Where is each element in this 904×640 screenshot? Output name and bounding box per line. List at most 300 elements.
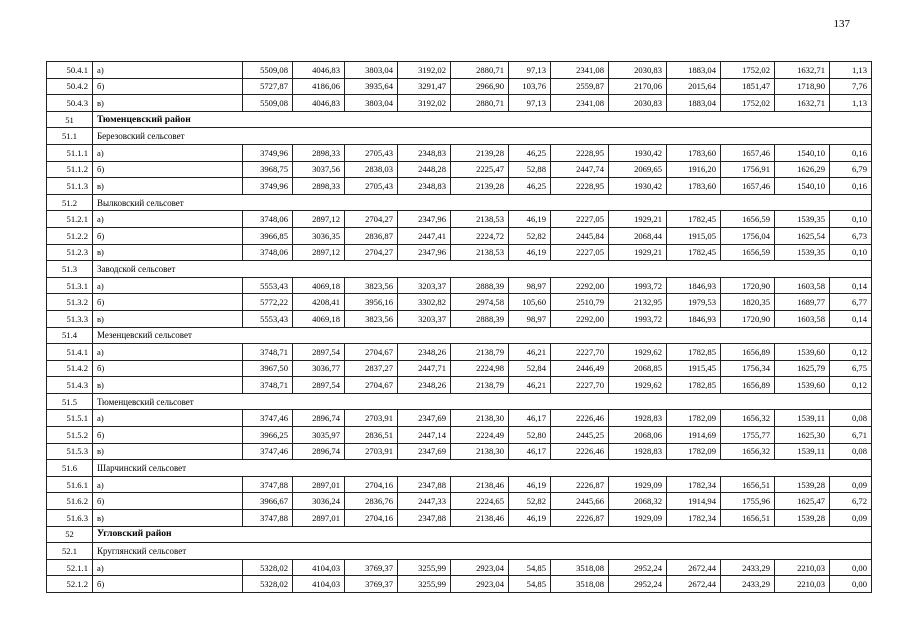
council-title: Вылковский сельсовет xyxy=(93,194,872,211)
value-cell: 2447,41 xyxy=(398,227,451,244)
value-cell: 3036,24 xyxy=(293,493,345,510)
value-cell: 0,08 xyxy=(830,443,872,460)
row-code: 51.2.3 xyxy=(47,244,93,261)
value-cell: 2226,87 xyxy=(551,476,609,493)
value-cell: 1782,45 xyxy=(667,244,721,261)
value-cell: 1626,29 xyxy=(775,161,830,178)
value-cell: 1846,93 xyxy=(667,277,721,294)
value-cell: 1782,34 xyxy=(667,510,721,527)
council-title: Заводской сельсовет xyxy=(93,261,872,278)
value-cell: 2923,04 xyxy=(451,559,509,576)
value-cell: 97,13 xyxy=(509,62,551,79)
value-cell: 3192,02 xyxy=(398,62,451,79)
value-cell: 2703,91 xyxy=(345,443,398,460)
row-variant: в) xyxy=(93,310,243,327)
value-cell: 1689,77 xyxy=(775,294,830,311)
value-cell: 1782,09 xyxy=(667,443,721,460)
value-cell: 2292,00 xyxy=(551,277,609,294)
value-cell: 5553,43 xyxy=(243,277,293,294)
value-cell: 0,09 xyxy=(830,476,872,493)
value-cell: 46,21 xyxy=(509,344,551,361)
value-cell: 3255,99 xyxy=(398,576,451,593)
value-cell: 1915,45 xyxy=(667,360,721,377)
table-row xyxy=(47,95,872,112)
value-cell: 3748,71 xyxy=(243,344,293,361)
value-cell: 1929,62 xyxy=(609,377,667,394)
district-title: Тюменцевский район xyxy=(93,111,872,128)
value-cell: 2347,88 xyxy=(398,510,451,527)
table-row xyxy=(47,559,872,576)
council-title: Мезенцевский сельсовет xyxy=(93,327,872,344)
value-cell: 1656,59 xyxy=(721,244,775,261)
row-variant: б) xyxy=(93,493,243,510)
value-cell: 1929,21 xyxy=(609,244,667,261)
value-cell: 4208,41 xyxy=(293,294,345,311)
row-code: 50.4.2 xyxy=(47,78,93,95)
value-cell: 0,16 xyxy=(830,144,872,161)
district-row xyxy=(47,526,872,543)
value-cell: 3966,25 xyxy=(243,427,293,444)
value-cell: 2210,03 xyxy=(775,576,830,593)
value-cell: 98,97 xyxy=(509,310,551,327)
value-cell: 6,73 xyxy=(830,227,872,244)
row-variant: в) xyxy=(93,244,243,261)
value-cell: 2445,84 xyxy=(551,227,609,244)
row-variant: а) xyxy=(93,410,243,427)
value-cell: 3966,67 xyxy=(243,493,293,510)
value-cell: 52,82 xyxy=(509,227,551,244)
table-row xyxy=(47,310,872,327)
value-cell: 52,80 xyxy=(509,427,551,444)
value-cell: 3747,88 xyxy=(243,510,293,527)
value-cell: 1756,34 xyxy=(721,360,775,377)
value-cell: 0,14 xyxy=(830,277,872,294)
value-cell: 2704,27 xyxy=(345,211,398,228)
value-cell: 1625,54 xyxy=(775,227,830,244)
row-variant: в) xyxy=(93,95,243,112)
value-cell: 1540,10 xyxy=(775,144,830,161)
value-cell: 2224,98 xyxy=(451,360,509,377)
value-cell: 2704,67 xyxy=(345,377,398,394)
row-code: 51.5.1 xyxy=(47,410,93,427)
value-cell: 2030,83 xyxy=(609,62,667,79)
value-cell: 46,21 xyxy=(509,377,551,394)
value-cell: 1928,83 xyxy=(609,410,667,427)
value-cell: 3747,46 xyxy=(243,443,293,460)
value-cell: 3291,47 xyxy=(398,78,451,95)
row-variant: б) xyxy=(93,227,243,244)
value-cell: 1783,60 xyxy=(667,144,721,161)
value-cell: 2896,74 xyxy=(293,410,345,427)
section-code: 51.4 xyxy=(47,327,93,344)
row-variant: в) xyxy=(93,377,243,394)
value-cell: 4046,83 xyxy=(293,95,345,112)
value-cell: 1929,09 xyxy=(609,510,667,527)
value-cell: 1539,11 xyxy=(775,410,830,427)
row-code: 51.6.3 xyxy=(47,510,93,527)
value-cell: 2138,30 xyxy=(451,443,509,460)
tariff-table xyxy=(46,61,872,593)
value-cell: 98,97 xyxy=(509,277,551,294)
value-cell: 2836,87 xyxy=(345,227,398,244)
row-code: 51.3.2 xyxy=(47,294,93,311)
table-row xyxy=(47,427,872,444)
value-cell: 3749,96 xyxy=(243,178,293,195)
value-cell: 2897,01 xyxy=(293,510,345,527)
value-cell: 0,12 xyxy=(830,344,872,361)
value-cell: 2433,29 xyxy=(721,559,775,576)
value-cell: 1993,72 xyxy=(609,310,667,327)
value-cell: 2068,44 xyxy=(609,227,667,244)
value-cell: 2138,79 xyxy=(451,344,509,361)
value-cell: 2210,03 xyxy=(775,559,830,576)
value-cell: 3747,46 xyxy=(243,410,293,427)
section-code: 52.1 xyxy=(47,543,93,560)
value-cell: 2952,24 xyxy=(609,559,667,576)
row-variant: а) xyxy=(93,144,243,161)
row-variant: б) xyxy=(93,78,243,95)
value-cell: 2224,65 xyxy=(451,493,509,510)
row-variant: в) xyxy=(93,178,243,195)
value-cell: 3203,37 xyxy=(398,310,451,327)
value-cell: 1782,85 xyxy=(667,344,721,361)
value-cell: 46,17 xyxy=(509,410,551,427)
row-variant: а) xyxy=(93,559,243,576)
value-cell: 2966,90 xyxy=(451,78,509,95)
value-cell: 2880,71 xyxy=(451,62,509,79)
value-cell: 3748,71 xyxy=(243,377,293,394)
table-row xyxy=(47,78,872,95)
value-cell: 1632,71 xyxy=(775,95,830,112)
value-cell: 2226,87 xyxy=(551,510,609,527)
value-cell: 2447,14 xyxy=(398,427,451,444)
council-row xyxy=(47,460,872,477)
value-cell: 0,00 xyxy=(830,559,872,576)
page-number: 137 xyxy=(833,18,850,30)
row-code: 52.1.1 xyxy=(47,559,93,576)
section-code: 51.5 xyxy=(47,393,93,410)
value-cell: 2703,91 xyxy=(345,410,398,427)
table-body xyxy=(47,62,872,593)
value-cell: 1930,42 xyxy=(609,178,667,195)
row-code: 51.5.3 xyxy=(47,443,93,460)
value-cell: 2139,28 xyxy=(451,178,509,195)
value-cell: 2433,29 xyxy=(721,576,775,593)
value-cell: 0,10 xyxy=(830,244,872,261)
council-row xyxy=(47,194,872,211)
value-cell: 3769,37 xyxy=(345,559,398,576)
value-cell: 2837,27 xyxy=(345,360,398,377)
value-cell: 1782,34 xyxy=(667,476,721,493)
table-row xyxy=(47,510,872,527)
value-cell: 2446,49 xyxy=(551,360,609,377)
value-cell: 1782,45 xyxy=(667,211,721,228)
value-cell: 2138,46 xyxy=(451,510,509,527)
value-cell: 54,85 xyxy=(509,576,551,593)
value-cell: 3823,56 xyxy=(345,277,398,294)
row-code: 51.3.1 xyxy=(47,277,93,294)
council-title: Березовский сельсовет xyxy=(93,128,872,145)
row-variant: а) xyxy=(93,476,243,493)
row-variant: б) xyxy=(93,576,243,593)
value-cell: 0,12 xyxy=(830,377,872,394)
value-cell: 1539,11 xyxy=(775,443,830,460)
value-cell: 2132,95 xyxy=(609,294,667,311)
value-cell: 2923,04 xyxy=(451,576,509,593)
value-cell: 2897,01 xyxy=(293,476,345,493)
table-row xyxy=(47,62,872,79)
value-cell: 6,75 xyxy=(830,360,872,377)
value-cell: 2888,39 xyxy=(451,310,509,327)
table-row xyxy=(47,144,872,161)
value-cell: 3036,77 xyxy=(293,360,345,377)
value-cell: 46,19 xyxy=(509,476,551,493)
value-cell: 2898,33 xyxy=(293,144,345,161)
council-row xyxy=(47,261,872,278)
table-row xyxy=(47,178,872,195)
value-cell: 3967,50 xyxy=(243,360,293,377)
row-variant: в) xyxy=(93,443,243,460)
value-cell: 2836,51 xyxy=(345,427,398,444)
value-cell: 1720,90 xyxy=(721,277,775,294)
value-cell: 1755,77 xyxy=(721,427,775,444)
value-cell: 0,16 xyxy=(830,178,872,195)
value-cell: 1656,32 xyxy=(721,410,775,427)
value-cell: 3935,64 xyxy=(345,78,398,95)
value-cell: 46,17 xyxy=(509,443,551,460)
row-code: 52.1.2 xyxy=(47,576,93,593)
value-cell: 2341,08 xyxy=(551,95,609,112)
section-code: 51.3 xyxy=(47,261,93,278)
section-code: 51.1 xyxy=(47,128,93,145)
value-cell: 3769,37 xyxy=(345,576,398,593)
value-cell: 2447,33 xyxy=(398,493,451,510)
value-cell: 5553,43 xyxy=(243,310,293,327)
value-cell: 4104,03 xyxy=(293,576,345,593)
value-cell: 4046,83 xyxy=(293,62,345,79)
value-cell: 1539,60 xyxy=(775,377,830,394)
value-cell: 1914,94 xyxy=(667,493,721,510)
value-cell: 2348,83 xyxy=(398,178,451,195)
row-variant: а) xyxy=(93,211,243,228)
value-cell: 1656,51 xyxy=(721,476,775,493)
value-cell: 2510,79 xyxy=(551,294,609,311)
value-cell: 2347,69 xyxy=(398,443,451,460)
value-cell: 1625,79 xyxy=(775,360,830,377)
value-cell: 3037,56 xyxy=(293,161,345,178)
value-cell: 46,19 xyxy=(509,510,551,527)
value-cell: 1656,89 xyxy=(721,344,775,361)
row-code: 51.1.3 xyxy=(47,178,93,195)
council-title: Круглянский сельсовет xyxy=(93,543,872,560)
value-cell: 1993,72 xyxy=(609,277,667,294)
value-cell: 1720,90 xyxy=(721,310,775,327)
value-cell: 3036,35 xyxy=(293,227,345,244)
council-row xyxy=(47,128,872,145)
row-code: 50.4.3 xyxy=(47,95,93,112)
value-cell: 1603,58 xyxy=(775,310,830,327)
value-cell: 2447,74 xyxy=(551,161,609,178)
value-cell: 3035,97 xyxy=(293,427,345,444)
value-cell: 3966,85 xyxy=(243,227,293,244)
value-cell: 3518,08 xyxy=(551,559,609,576)
value-cell: 2897,54 xyxy=(293,377,345,394)
value-cell: 2227,70 xyxy=(551,377,609,394)
value-cell: 1916,20 xyxy=(667,161,721,178)
value-cell: 0,10 xyxy=(830,211,872,228)
value-cell: 4186,06 xyxy=(293,78,345,95)
row-code: 51.4.3 xyxy=(47,377,93,394)
row-variant: в) xyxy=(93,510,243,527)
value-cell: 1915,05 xyxy=(667,227,721,244)
value-cell: 52,82 xyxy=(509,493,551,510)
value-cell: 1539,35 xyxy=(775,211,830,228)
value-cell: 1,13 xyxy=(830,95,872,112)
value-cell: 1656,59 xyxy=(721,211,775,228)
section-code: 52 xyxy=(47,526,93,543)
value-cell: 1656,51 xyxy=(721,510,775,527)
value-cell: 1782,09 xyxy=(667,410,721,427)
value-cell: 2068,06 xyxy=(609,427,667,444)
value-cell: 2559,87 xyxy=(551,78,609,95)
value-cell: 52,88 xyxy=(509,161,551,178)
value-cell: 1820,35 xyxy=(721,294,775,311)
value-cell: 1979,53 xyxy=(667,294,721,311)
value-cell: 2445,66 xyxy=(551,493,609,510)
value-cell: 2015,64 xyxy=(667,78,721,95)
value-cell: 2227,70 xyxy=(551,344,609,361)
value-cell: 5727,87 xyxy=(243,78,293,95)
value-cell: 3518,08 xyxy=(551,576,609,593)
value-cell: 2138,53 xyxy=(451,244,509,261)
value-cell: 103,76 xyxy=(509,78,551,95)
value-cell: 2704,27 xyxy=(345,244,398,261)
value-cell: 1928,83 xyxy=(609,443,667,460)
value-cell: 2974,58 xyxy=(451,294,509,311)
table-row xyxy=(47,161,872,178)
value-cell: 2348,26 xyxy=(398,377,451,394)
value-cell: 1656,89 xyxy=(721,377,775,394)
value-cell: 1883,04 xyxy=(667,95,721,112)
value-cell: 1851,47 xyxy=(721,78,775,95)
value-cell: 2138,30 xyxy=(451,410,509,427)
value-cell: 2347,96 xyxy=(398,211,451,228)
value-cell: 2672,44 xyxy=(667,576,721,593)
value-cell: 2227,05 xyxy=(551,244,609,261)
value-cell: 1603,58 xyxy=(775,277,830,294)
value-cell: 4104,03 xyxy=(293,559,345,576)
value-cell: 105,60 xyxy=(509,294,551,311)
table-row xyxy=(47,294,872,311)
value-cell: 97,13 xyxy=(509,95,551,112)
council-title: Шарчинский сельсовет xyxy=(93,460,872,477)
council-row xyxy=(47,393,872,410)
value-cell: 0,08 xyxy=(830,410,872,427)
value-cell: 2705,43 xyxy=(345,178,398,195)
value-cell: 2069,65 xyxy=(609,161,667,178)
value-cell: 1846,93 xyxy=(667,310,721,327)
value-cell: 0,00 xyxy=(830,576,872,593)
section-code: 51.6 xyxy=(47,460,93,477)
value-cell: 1,13 xyxy=(830,62,872,79)
value-cell: 1929,09 xyxy=(609,476,667,493)
row-code: 51.4.1 xyxy=(47,344,93,361)
value-cell: 52,84 xyxy=(509,360,551,377)
value-cell: 1718,90 xyxy=(775,78,830,95)
row-code: 51.2.1 xyxy=(47,211,93,228)
value-cell: 3747,88 xyxy=(243,476,293,493)
value-cell: 2228,95 xyxy=(551,178,609,195)
value-cell: 2341,08 xyxy=(551,62,609,79)
value-cell: 2445,25 xyxy=(551,427,609,444)
value-cell: 3968,75 xyxy=(243,161,293,178)
value-cell: 1539,28 xyxy=(775,510,830,527)
council-title: Тюменцевский сельсовет xyxy=(93,393,872,410)
value-cell: 2952,24 xyxy=(609,576,667,593)
value-cell: 7,76 xyxy=(830,78,872,95)
value-cell: 2704,16 xyxy=(345,476,398,493)
value-cell: 2705,43 xyxy=(345,144,398,161)
value-cell: 46,25 xyxy=(509,144,551,161)
value-cell: 2898,33 xyxy=(293,178,345,195)
value-cell: 3748,06 xyxy=(243,244,293,261)
value-cell: 1539,35 xyxy=(775,244,830,261)
value-cell: 3302,82 xyxy=(398,294,451,311)
value-cell: 2880,71 xyxy=(451,95,509,112)
value-cell: 1782,85 xyxy=(667,377,721,394)
value-cell: 2347,96 xyxy=(398,244,451,261)
value-cell: 3803,04 xyxy=(345,95,398,112)
value-cell: 2704,67 xyxy=(345,344,398,361)
row-code: 51.1.2 xyxy=(47,161,93,178)
value-cell: 6,79 xyxy=(830,161,872,178)
value-cell: 3823,56 xyxy=(345,310,398,327)
table-row xyxy=(47,344,872,361)
value-cell: 4069,18 xyxy=(293,310,345,327)
table-row xyxy=(47,476,872,493)
value-cell: 3748,06 xyxy=(243,211,293,228)
value-cell: 5328,02 xyxy=(243,559,293,576)
table-row xyxy=(47,576,872,593)
value-cell: 2068,85 xyxy=(609,360,667,377)
value-cell: 2672,44 xyxy=(667,559,721,576)
row-variant: б) xyxy=(93,360,243,377)
table-row xyxy=(47,277,872,294)
value-cell: 5772,22 xyxy=(243,294,293,311)
value-cell: 2292,00 xyxy=(551,310,609,327)
value-cell: 3255,99 xyxy=(398,559,451,576)
row-code: 51.4.2 xyxy=(47,360,93,377)
value-cell: 1625,47 xyxy=(775,493,830,510)
value-cell: 2225,47 xyxy=(451,161,509,178)
value-cell: 1752,02 xyxy=(721,95,775,112)
value-cell: 5328,02 xyxy=(243,576,293,593)
value-cell: 1929,21 xyxy=(609,211,667,228)
table-row xyxy=(47,211,872,228)
value-cell: 1540,10 xyxy=(775,178,830,195)
row-code: 51.3.3 xyxy=(47,310,93,327)
row-code: 50.4.1 xyxy=(47,62,93,79)
table-row xyxy=(47,377,872,394)
value-cell: 1756,91 xyxy=(721,161,775,178)
value-cell: 2138,79 xyxy=(451,377,509,394)
value-cell: 3203,37 xyxy=(398,277,451,294)
value-cell: 2226,46 xyxy=(551,443,609,460)
table-row xyxy=(47,493,872,510)
value-cell: 1914,69 xyxy=(667,427,721,444)
value-cell: 2704,16 xyxy=(345,510,398,527)
value-cell: 2447,71 xyxy=(398,360,451,377)
